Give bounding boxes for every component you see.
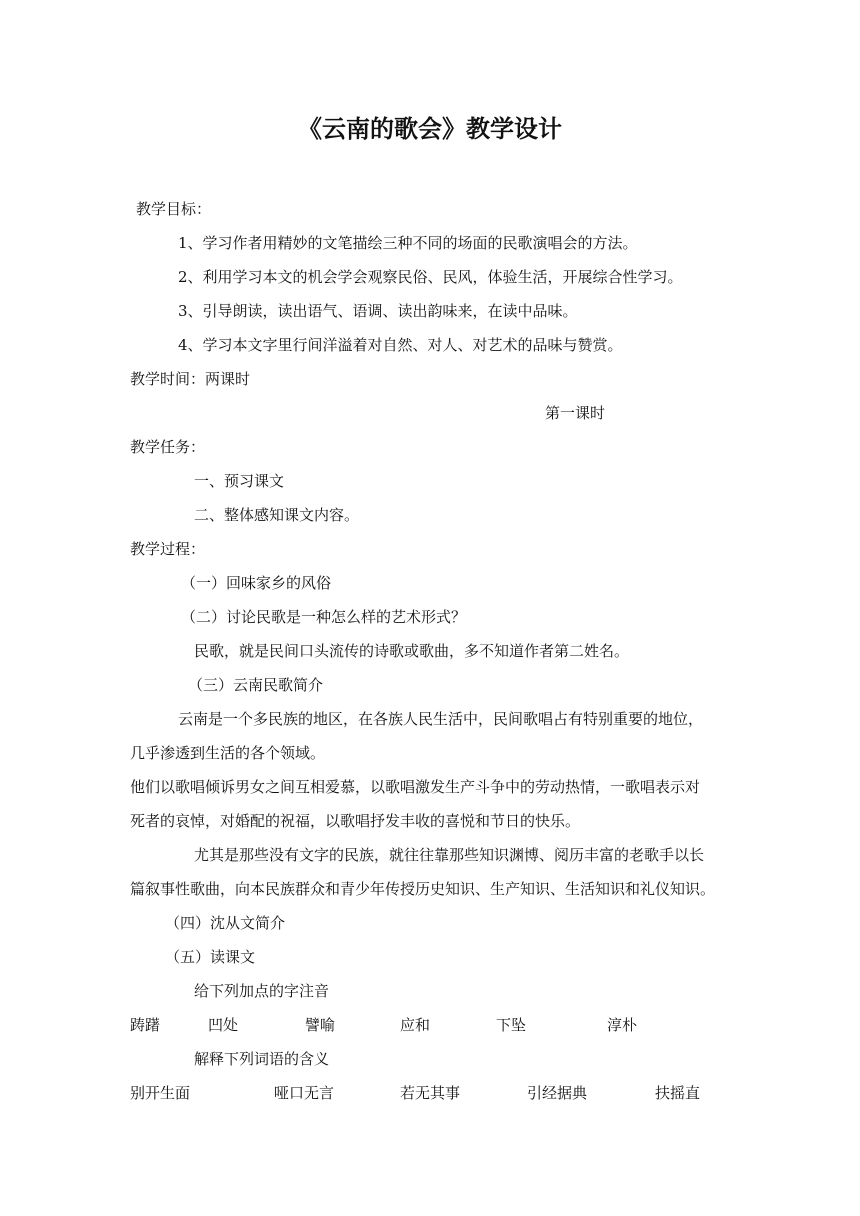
pinyin-word: 踌躇: [130, 1016, 161, 1034]
tasks-heading: 教学任务：: [130, 438, 206, 456]
teaching-time: 教学时间：两课时: [130, 370, 251, 388]
process-heading: 教学过程：: [130, 540, 206, 558]
meaning-word: 扶摇直: [655, 1084, 701, 1102]
pinyin-heading: 给下列加点的字注音: [194, 982, 330, 1000]
pinyin-word: 凹处: [208, 1016, 239, 1034]
meaning-word: 引经据典: [527, 1084, 588, 1102]
pinyin-word: 下坠: [496, 1016, 527, 1034]
process-section-2-text: 民歌，就是民间口头流传的诗歌或歌曲，多不知道作者第二姓名。: [194, 642, 630, 660]
paragraph-1-line-1: 云南是一个多民族的地区，在各族人民生活中，民间歌唱占有特别重要的地位，: [178, 710, 704, 728]
paragraph-3-line-2: 篇叙事性歌曲，向本民族群众和青少年传授历史知识、生产知识、生活知识和礼仪知识。: [130, 880, 716, 898]
paragraph-3-line-1: 尤其是那些没有文字的民族，就往往靠那些知识渊博、阅历丰富的老歌手以长: [194, 846, 705, 864]
meaning-word: 哑口无言: [274, 1084, 335, 1102]
task-item-1: 一、预习课文: [194, 472, 285, 490]
lesson-label: 第一课时: [545, 404, 606, 422]
pinyin-word: 淳朴: [607, 1016, 638, 1034]
paragraph-1-line-2: 几乎渗透到生活的各个领域。: [130, 744, 326, 762]
process-section-1: （一）回味家乡的风俗: [181, 574, 332, 592]
objective-item-1: 1、学习作者用精妙的文笔描绘三种不同的场面的民歌演唱会的方法。: [178, 234, 638, 252]
process-section-3: （三）云南民歌简介: [188, 676, 324, 694]
process-section-5: （五）读课文: [165, 948, 256, 966]
objective-item-4: 4、学习本文字里行间洋溢着对自然、对人、对艺术的品味与赞赏。: [178, 336, 623, 354]
document-title: 《云南的歌会》教学设计: [298, 115, 562, 143]
objective-item-2: 2、利用学习本文的机会学会观察民俗、民风，体验生活，开展综合性学习。: [178, 268, 683, 286]
objective-item-3: 3、引导朗读，读出语气、语调、读出韵味来，在读中品味。: [178, 302, 578, 320]
pinyin-word: 应和: [400, 1016, 431, 1034]
process-section-4: （四）沈从文简介: [165, 914, 286, 932]
pinyin-word: 譬喻: [305, 1016, 336, 1034]
meaning-word: 若无其事: [400, 1084, 461, 1102]
meaning-word: 别开生面: [130, 1084, 191, 1102]
process-section-2: （二）讨论民歌是一种怎么样的艺术形式？: [181, 608, 467, 626]
paragraph-2-line-2: 死者的哀悼，对婚配的祝福，以歌唱抒发丰收的喜悦和节日的快乐。: [130, 812, 581, 830]
paragraph-2-line-1: 他们以歌唱倾诉男女之间互相爱慕，以歌唱激发生产斗争中的劳动热情，一歌唱表示对: [130, 778, 701, 796]
task-item-2: 二、整体感知课文内容。: [194, 506, 360, 524]
meaning-heading: 解释下列词语的含义: [194, 1050, 330, 1068]
objectives-heading: 教学目标：: [136, 200, 212, 218]
